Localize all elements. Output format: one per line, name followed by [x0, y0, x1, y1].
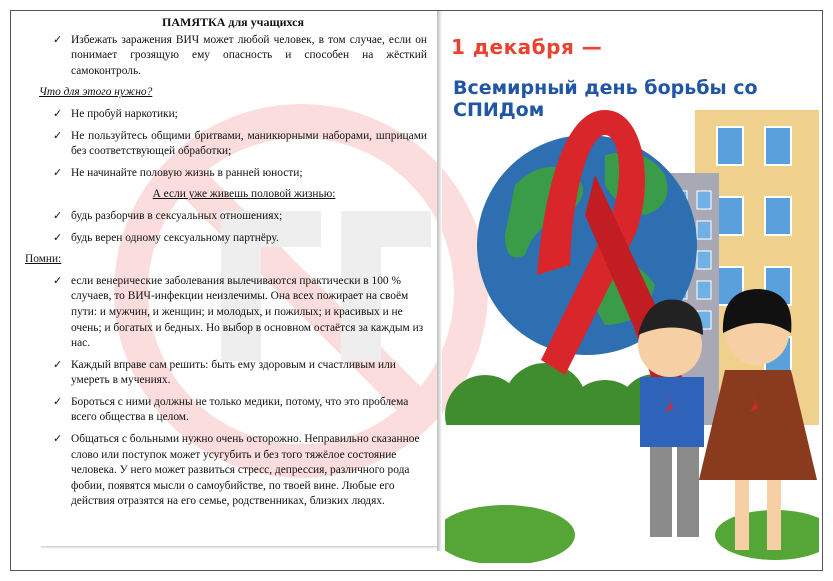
checkmark-icon: ✓	[53, 107, 63, 120]
list-item: ✓ Каждый вправе сам решить: быть ему здоровым и счастливым или умереть в мучениях.	[53, 358, 396, 387]
intro-list	[39, 33, 427, 80]
section-heading-remember: Помни:	[25, 253, 62, 266]
list-item: ✓ будь верен одному сексуальному партнёру.	[39, 231, 427, 247]
checkmark-icon: ✓	[53, 274, 63, 287]
memo-column	[11, 11, 437, 549]
list-item: ✓ если венерические заболевания вылечиваются практически в 100 % случаев, то ВИЧ-инфекции неизлечимы. Она всех пожирает на своём пути: и мужчин, и женщин; и молодых, и пожилых; и красивых и не очень; и богатых и бедных. Но выбор в основном остаётся за каждым из нас.	[53, 274, 424, 350]
column-shadow	[41, 546, 439, 549]
list-item: ✓ Не пробуй наркотики;	[39, 107, 427, 123]
checkmark-icon: ✓	[53, 231, 63, 244]
memo-title: ПАМЯТКА для учащихся	[162, 15, 304, 29]
checkmark-icon: ✓	[53, 129, 63, 142]
aids-day-poster	[445, 15, 819, 563]
leaflet-frame	[10, 10, 823, 571]
checkmark-icon: ✓	[53, 166, 63, 179]
list-item: ✓ Избежать заражения ВИЧ может любой человек, в том случае, если он понимает грозящую ему опасность и способен на жёсткий самоконтроль.	[53, 33, 427, 77]
checkmark-icon: ✓	[53, 433, 63, 446]
checkmark-icon: ✓	[53, 395, 63, 408]
list-item: ✓ будь разборчив в сексуальных отношениях;	[39, 209, 427, 225]
rules2-list	[39, 209, 427, 246]
rules-list	[39, 107, 427, 181]
checkmark-icon: ✓	[53, 33, 63, 46]
poster-title-heading: Всемирный день борьбы со СПИДом	[453, 77, 758, 121]
section-heading-what-needed: Что для этого нужно?	[39, 86, 153, 99]
list-item: ✓ Общаться с больными нужно очень осторожно. Неправильно сказанное слово или поступок может усугубить и без того тяжёлое состояние человека. У него может развиться стресс, депрессия, различного рода фобии, появятся мысли о самоубийстве, по твоей вине. Любые его действия отразятся на его семье, родственниках, близких людях.	[53, 433, 420, 508]
remember-list	[39, 274, 427, 510]
checkmark-icon: ✓	[53, 209, 63, 222]
list-item: ✓ Бороться с ними должны не только медики, потому, что это проблема всего общества в целом.	[53, 395, 409, 424]
checkmark-icon: ✓	[53, 358, 63, 371]
poster-date-heading: 1 декабря —	[451, 35, 603, 59]
list-item: ✓ Не начинайте половую жизнь в ранней юности;	[39, 166, 427, 182]
list-item: ✓ Не пользуйтесь общими бритвами, маникюрными наборами, шприцами без соответствующей обработки;	[53, 129, 427, 158]
column-divider	[437, 11, 442, 551]
section-heading-sexual-life: А если уже живешь половой жизнью:	[152, 188, 336, 201]
